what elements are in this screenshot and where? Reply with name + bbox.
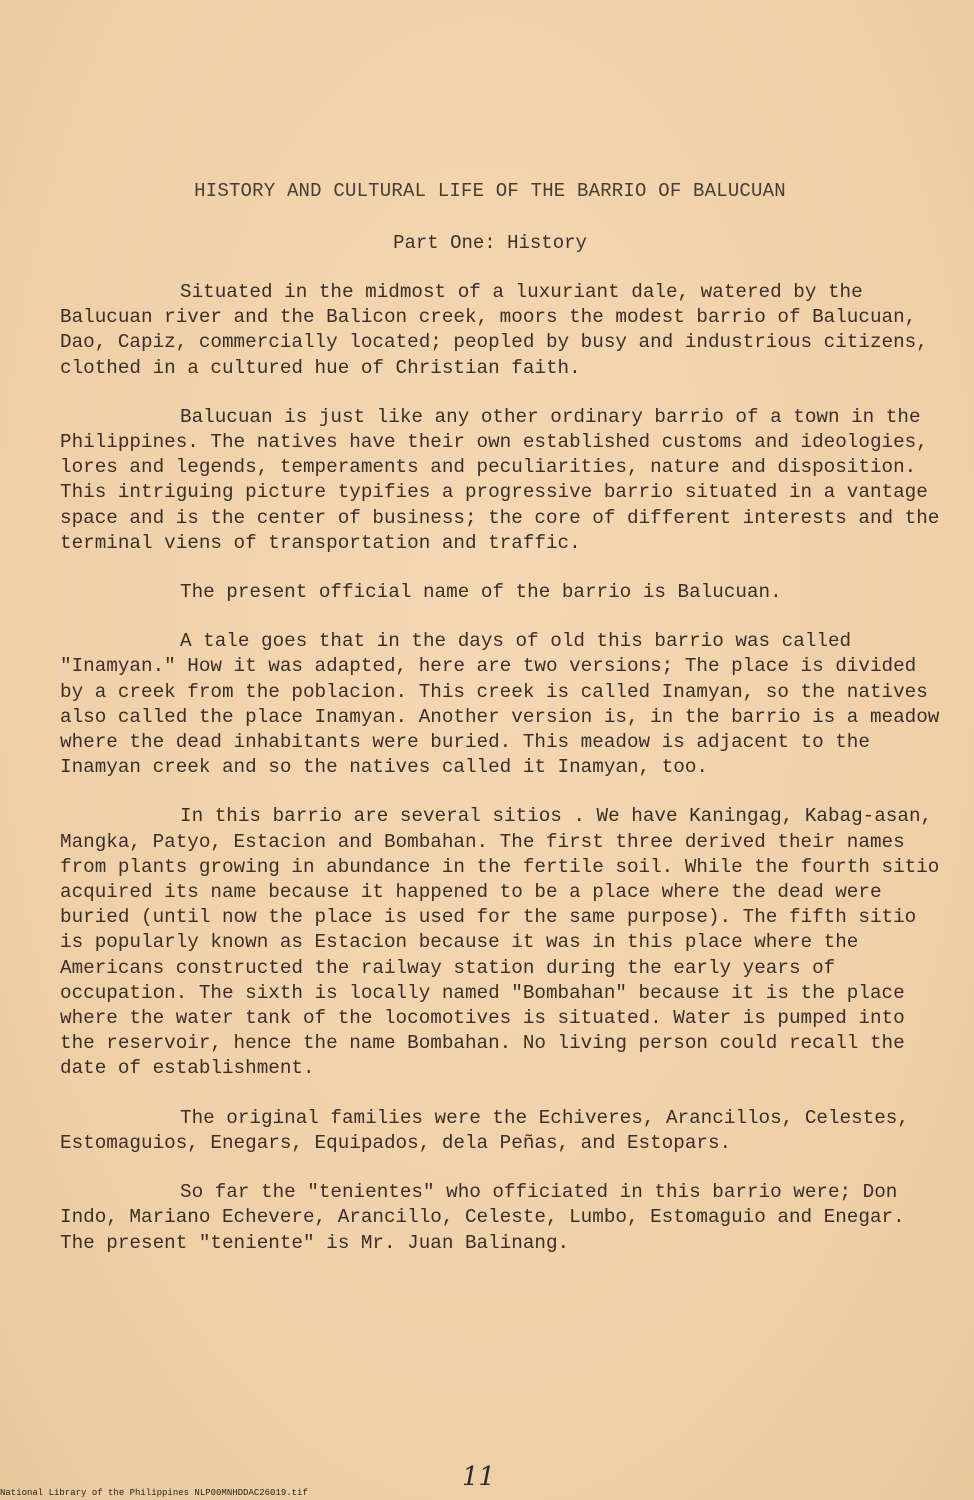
section-subtitle: Part One: History — [393, 232, 587, 254]
footer-source: National Library of the Philippines NLP00MNHDDAC26019.tif — [0, 1488, 308, 1498]
page-title: HISTORY AND CULTURAL LIFE OF THE BARRIO OF BALUCUAN — [194, 180, 786, 202]
page-number: 11 — [462, 1462, 496, 1492]
body-text — [60, 280, 940, 1280]
paragraph-former-name: A tale goes that in the days of old this barrio was called "Inamyan." How it was adapted, here are two versions; The place is divided by a creek from the poblacion. This creek is called Inamyan, so the natives also called the place Inamyan. Another version is, in the barrio is a meadow where the dead inhabitants were buried. This meadow is adjacent to the Inamyan creek and so the natives called it Inamyan, too. — [60, 630, 940, 779]
paragraph-sitios: In this barrio are several sitios . We have Kaningag, Kabag-asan, Mangka, Patyo, Estacion and Bombahan. The first three derived their names from plants growing in abundance in the fertile soil. While the fourth sitio acquired its name because it happened to be a place where the dead were buried (until now the place is used for the same purpose). The fifth sitio is popularly known as Estacion because it was in this place where the Americans constructed the railway station during the early years of occupation. The sixth is locally named "Bombahan" because it is the place where the water tank of the locomotives is situated. Water is pumped into the reservoir, hence the name Bombahan. No living person could recall the date of establishment. — [60, 805, 940, 1080]
paragraph-location: Situated in the midmost of a luxuriant dale, watered by the Balucuan river and the Balicon creek, moors the modest barrio of Balucuan, Dao, Capiz, commercially located; peopled by busy and industrious citizens, clothed in a cultured hue of Christian faith. — [60, 281, 928, 379]
paragraph-customs: Balucuan is just like any other ordinary barrio of a town in the Philippines. The natives have their own established customs and ideologies, lores and legends, temperaments and peculiarities, nature and disposition. This intriguing picture typifies a progressive barrio situated in a vantage space and is the center of business; the core of different interests and the terminal viens of transportation and traffic. — [60, 405, 940, 554]
paragraph-families: The original families were the Echiveres, Arancillos, Celestes, Estomaguios, Enegars, Equipados, dela Peñas, and Estopars. — [60, 1106, 909, 1154]
paragraph-official-name: The present official name of the barrio is Balucuan. — [180, 581, 782, 604]
paragraph-tenientes: So far the "tenientes" who officiated in this barrio were; Don Indo, Mariano Echevere, Arancillo, Celeste, Lumbo, Estomaguio and Enegar. The present "teniente" is Mr. Juan Balinang. — [60, 1181, 905, 1254]
